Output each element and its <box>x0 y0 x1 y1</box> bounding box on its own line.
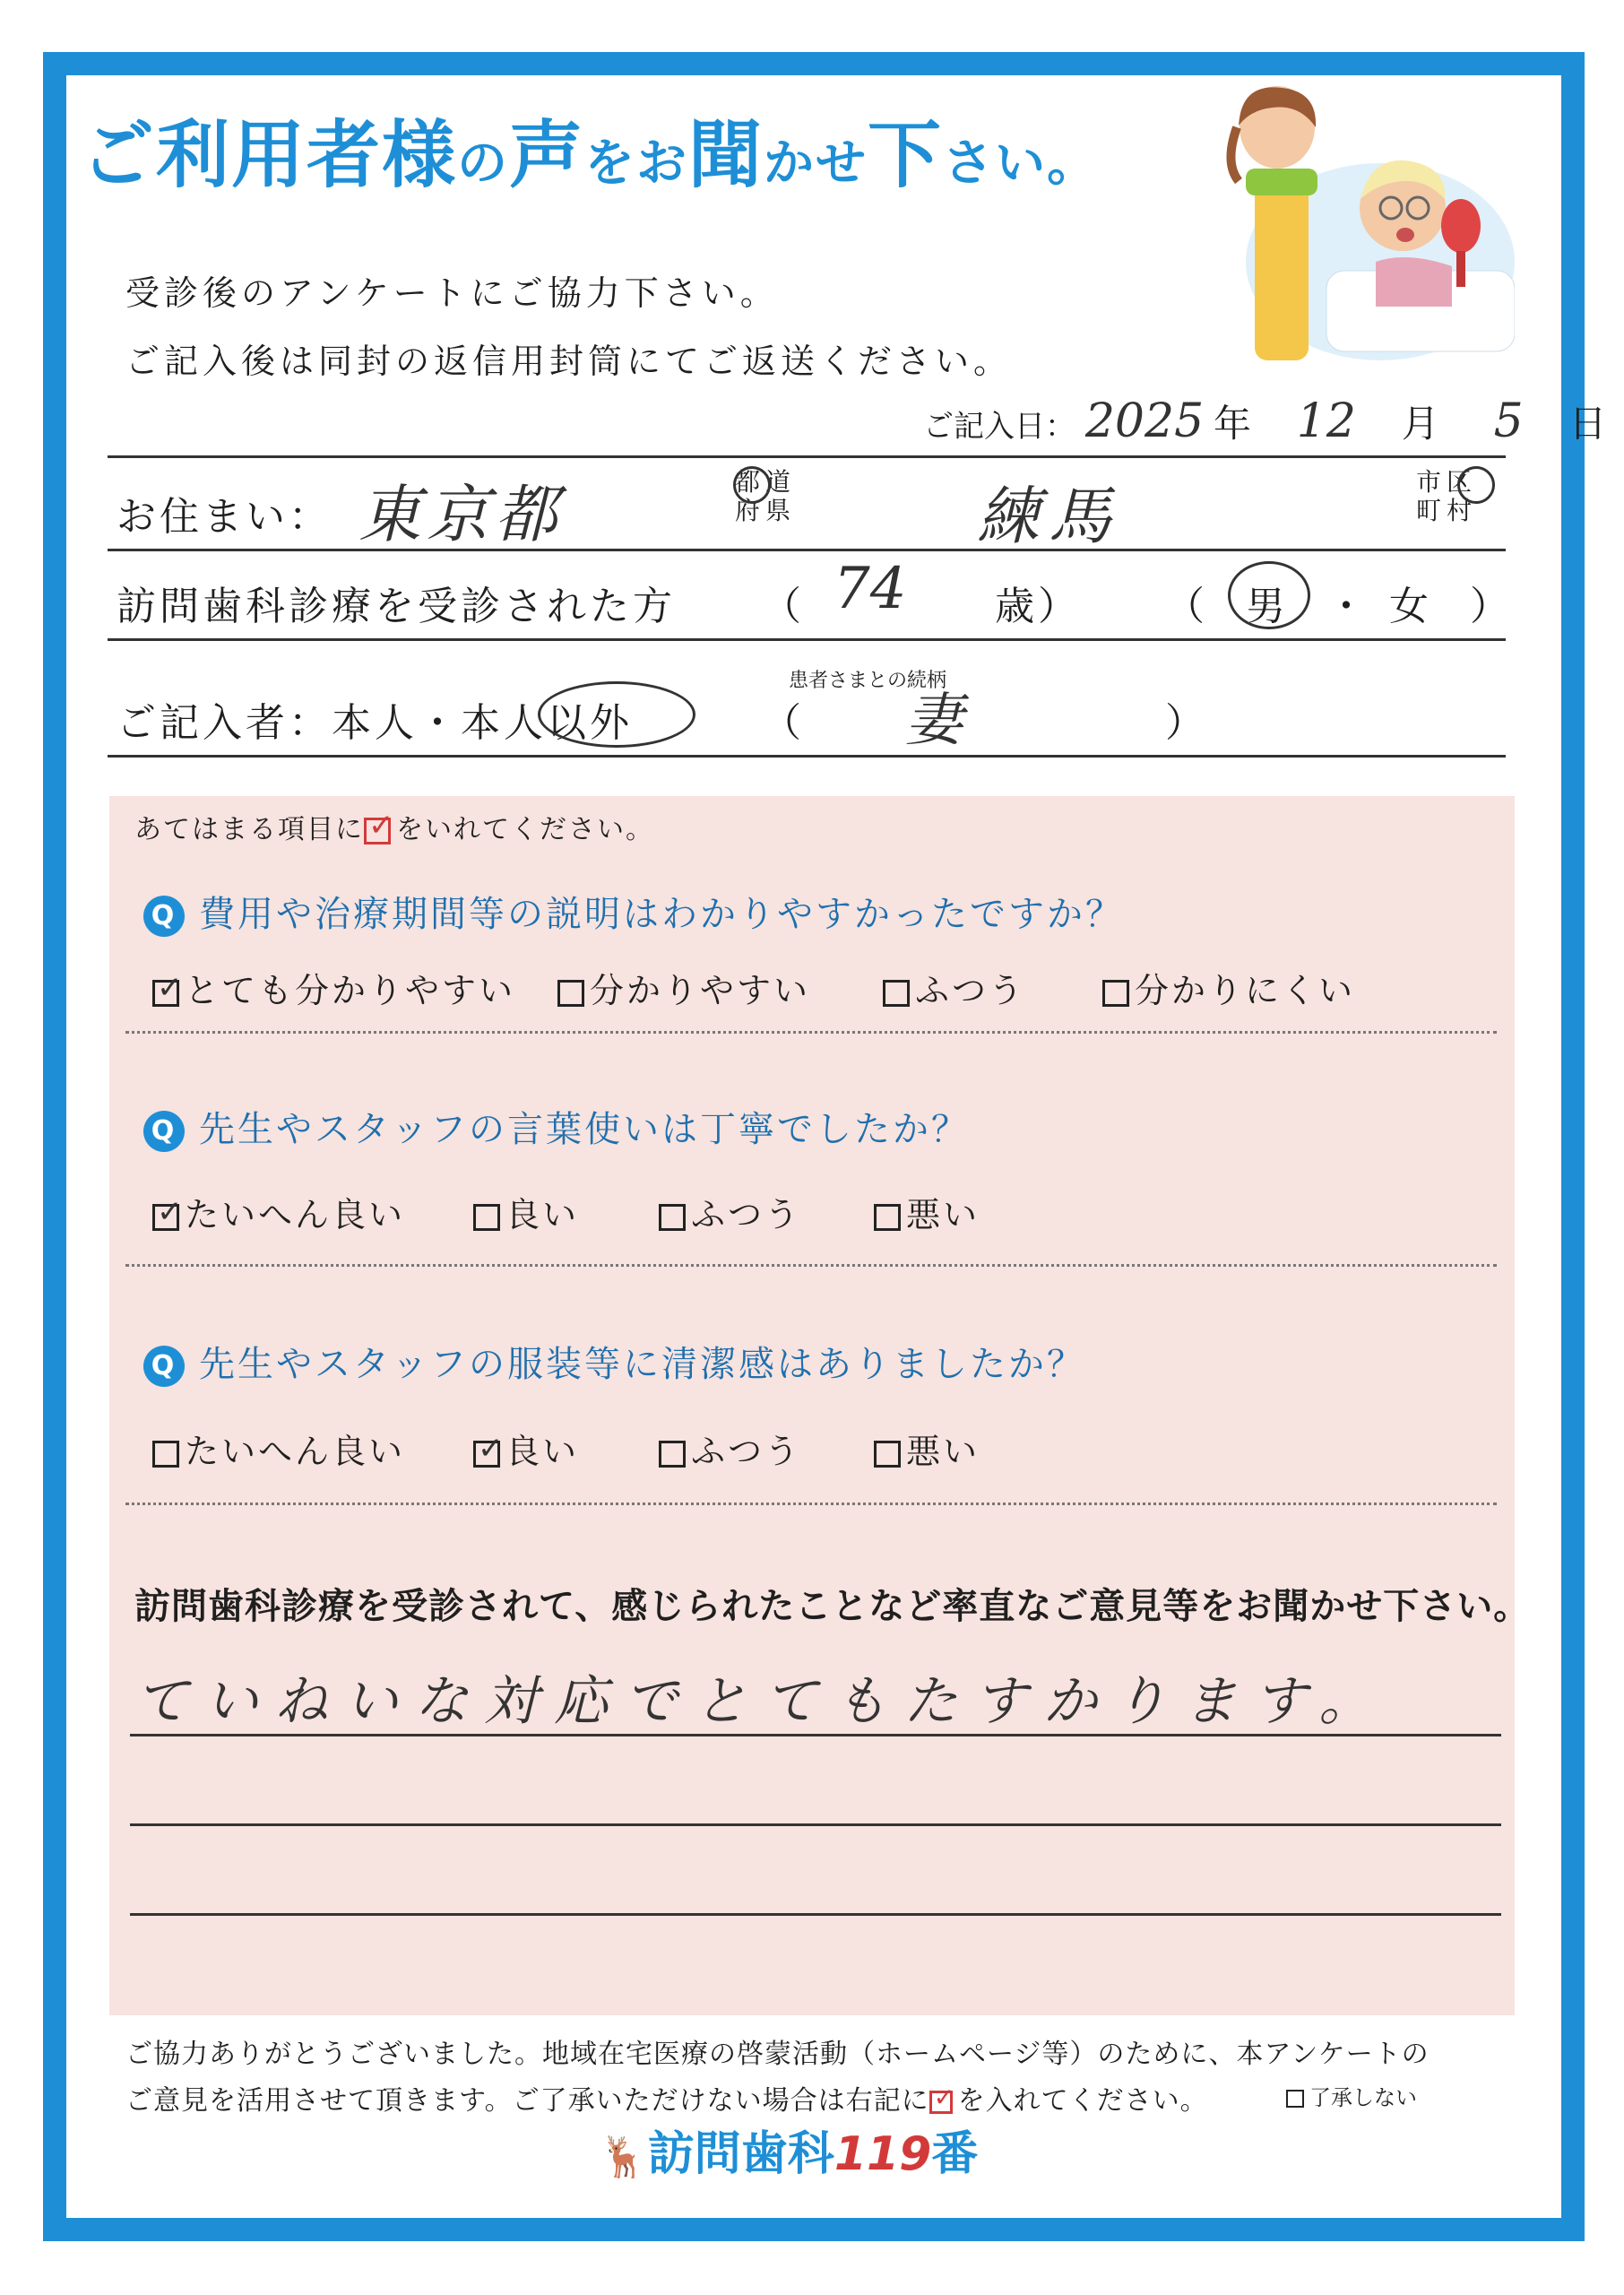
page-title: ご利用者様の声をお聞かせ下さい。 <box>81 113 1100 198</box>
prefecture-value: 東京都 <box>358 478 563 551</box>
prefecture-type-circle <box>733 466 771 504</box>
patient-age: 74 <box>834 556 907 622</box>
city-value: 練馬 <box>977 480 1120 553</box>
city-type-circle <box>1457 466 1495 504</box>
writer-label: ご記入者：本人・本人以外 <box>117 700 633 746</box>
q1-option-1[interactable]: ✓ とても分かりやすい <box>152 963 515 1012</box>
writer-other-circle <box>538 681 695 748</box>
q2-option-4[interactable]: 悪い <box>874 1187 980 1236</box>
city-types: 市区 町村 <box>1416 467 1478 525</box>
entry-date: ご記入日： 2025 年 12 月 5 日 <box>923 394 1607 448</box>
checkbox-icon[interactable] <box>874 1204 901 1231</box>
checkbox-checked-icon[interactable]: ✓ <box>152 1204 179 1231</box>
checkbox-icon[interactable] <box>473 1204 500 1231</box>
date-day: 5 <box>1493 394 1524 448</box>
intro-line-1: 受診後のアンケートにご協力下さい。 <box>125 273 779 313</box>
deer-mascot-icon: 🦌 <box>599 2135 648 2180</box>
opt-out-option[interactable]: 了承しない <box>1286 2080 1417 2111</box>
free-comment-prompt: 訪問歯科診療を受診されて、感じられたことなど率直なご意見等をお聞かせ下さい。 <box>134 1586 1531 1627</box>
date-month: 12 <box>1296 394 1356 448</box>
q3-option-1[interactable]: たいへん良い <box>152 1424 405 1473</box>
sample-check-icon: ✓ <box>929 2091 953 2114</box>
question-3: Q 先生やスタッフの服装等に清潔感はありましたか？ <box>143 1336 1085 1387</box>
patient-label: 訪問歯科診療を受診された方 <box>117 584 676 629</box>
checkbox-checked-icon[interactable]: ✓ <box>473 1441 500 1468</box>
gender-male: 男 <box>1246 584 1289 629</box>
checkbox-icon[interactable] <box>874 1441 901 1468</box>
q2-option-2[interactable]: 良い <box>473 1187 579 1236</box>
q1-option-2[interactable]: 分かりやすい <box>557 963 810 1012</box>
checkbox-checked-icon[interactable]: ✓ <box>152 980 179 1007</box>
free-comment-answer[interactable]: ていねいな対応でとてもたすかります。 <box>134 1670 1389 1733</box>
q1-option-3[interactable]: ふつう <box>883 963 1025 1012</box>
intro-line-2: ご記入後は同封の返信用封筒にてご返送ください。 <box>125 342 1013 381</box>
q2-option-3[interactable]: ふつう <box>659 1187 801 1236</box>
q3-option-3[interactable]: ふつう <box>659 1424 801 1473</box>
date-year: 2025 <box>1084 394 1205 448</box>
checkbox-icon[interactable] <box>659 1204 686 1231</box>
checkbox-icon[interactable] <box>883 980 910 1007</box>
brand-logo: 🦌訪問歯科119番 <box>599 2127 979 2181</box>
question-badge-icon: Q <box>143 1111 185 1152</box>
q3-option-4[interactable]: 悪い <box>874 1424 980 1473</box>
gender-male-circle <box>1228 561 1310 629</box>
question-1: Q 費用や治療期間等の説明はわかりやすかったですか？ <box>143 886 1124 937</box>
sample-check-icon: ✓ <box>364 818 391 844</box>
question-badge-icon: Q <box>143 1346 185 1387</box>
checkbox-icon[interactable] <box>659 1441 686 1468</box>
address-label: お住まい： <box>117 494 332 540</box>
instruction: あてはまる項目に ✓ をいれてください。 <box>134 807 654 845</box>
checkbox-icon[interactable] <box>1286 2090 1304 2108</box>
question-2: Q 先生やスタッフの言葉使いは丁寧でしたか？ <box>143 1101 970 1152</box>
q1-option-4[interactable]: 分かりにくい <box>1102 963 1355 1012</box>
checkbox-icon[interactable] <box>152 1441 179 1468</box>
q3-option-2[interactable]: ✓ 良い <box>473 1424 579 1473</box>
question-badge-icon: Q <box>143 896 185 937</box>
footer-line-2: ご意見を活用させて頂きます。ご了承いただけない場合は右記に ✓ を入れてください。 <box>125 2082 1208 2117</box>
footer-line-1: ご協力ありがとうございました。地域在宅医療の啓蒙活動（ホームページ等）のために、本アンケートの <box>125 2039 1430 2070</box>
caregiver-illustration <box>1192 82 1515 369</box>
relation-value: 妻 <box>905 688 963 754</box>
relation-caption: 患者さまとの続柄 <box>789 670 947 692</box>
q2-option-1[interactable]: ✓ たいへん良い <box>152 1187 405 1236</box>
prefecture-types: 都道 府県 <box>735 467 797 525</box>
gender-female: 女 <box>1389 584 1432 629</box>
checkbox-icon[interactable] <box>1102 980 1129 1007</box>
checkbox-icon[interactable] <box>557 980 584 1007</box>
